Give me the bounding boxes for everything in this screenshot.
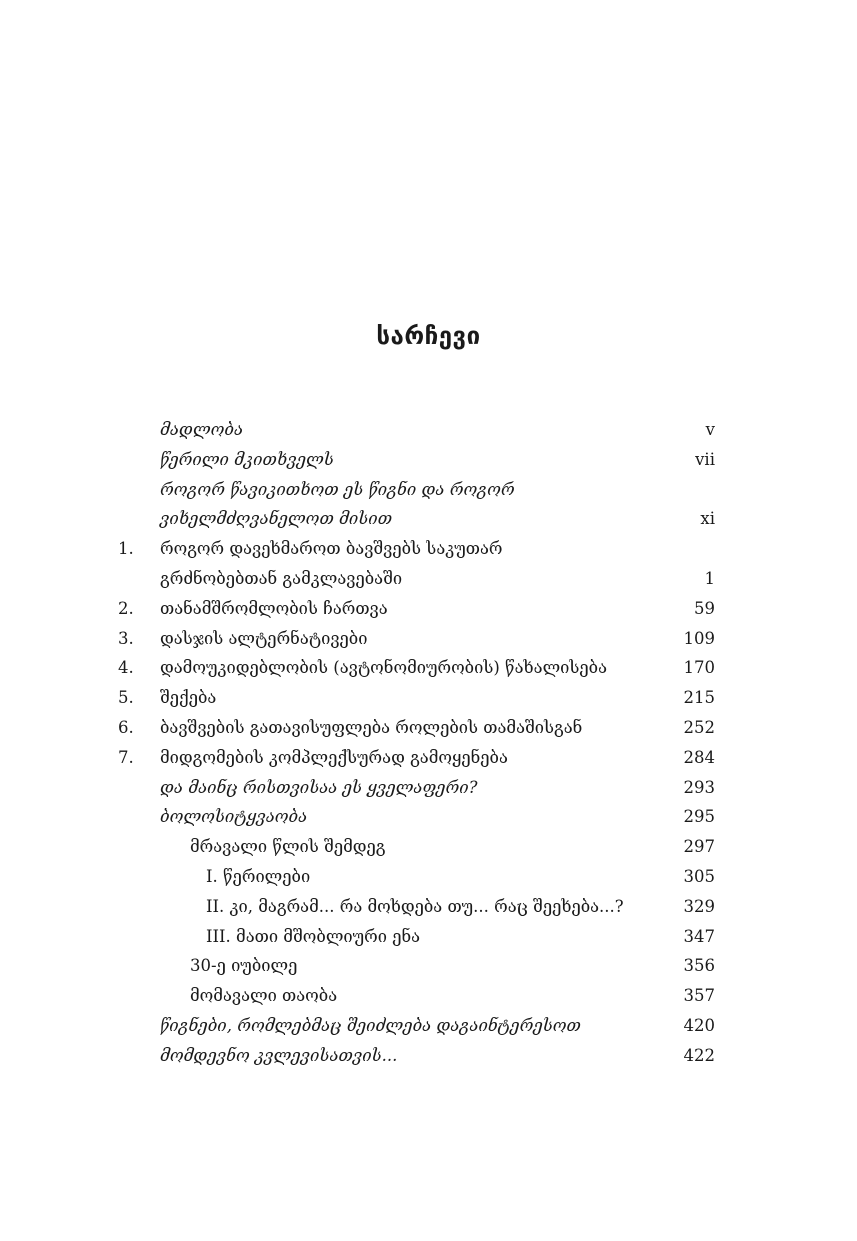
table-of-contents [0,415,857,1071]
toc-entry-title: მადლობა [160,420,244,439]
toc-entry [0,534,857,564]
toc-entry [0,594,857,624]
toc-entry-title: დამოუკიდებლობის (ავტონომიურობის) წახალისება [160,658,608,678]
toc-entry-page: 357 [683,986,715,1006]
toc-entry-title: I. წერილები [206,866,311,886]
toc-entry-page: 170 [683,658,715,678]
toc-entry [0,862,857,892]
toc-entry-title: 30-ე იუბილე [190,956,298,976]
toc-entry-title: მომდევნო კვლევისათვის... [160,1045,398,1065]
toc-entry-page: 252 [683,717,715,737]
toc-entry [0,475,857,505]
toc-entry-number: 6. [118,717,134,737]
toc-entry [0,832,857,862]
toc-entry-title: ბავშვების გათავისუფლება როლების თამაშისგან [160,717,583,737]
toc-entry-page: 347 [683,926,715,946]
toc-entry [0,1041,857,1071]
toc-entry-number: 5. [118,688,134,708]
toc-entry-page: vii [695,449,715,469]
toc-entry-number: 7. [118,747,134,767]
toc-entry [0,1011,857,1041]
toc-entry [0,445,857,475]
toc-entry-title: შექება [160,688,217,708]
toc-entry-title: ბოლოსიტყვაობა [160,807,308,827]
toc-entry [0,743,857,773]
toc-entry [0,892,857,922]
toc-entry-page: 329 [683,896,715,916]
toc-entry-number: 1. [118,539,134,559]
toc-entry-page: xi [700,509,715,529]
toc-entry-title: თანამშრომლობის ჩართვა [160,598,388,618]
toc-entry [0,653,857,683]
toc-entry-page: 420 [683,1015,715,1035]
toc-entry-page: 1 [704,568,715,588]
toc-entry [0,802,857,832]
toc-entry-number: 3. [118,628,134,648]
toc-entry-title: წიგნები, რომლებმაც შეიძლება დაგაინტერესოთ [160,1015,581,1035]
toc-entry-title: როგორ წავიკითხოთ ეს წიგნი და როგორ [160,479,515,499]
toc-entry-page: 284 [683,747,715,767]
toc-entry-title: წერილი მკითხველს [160,449,334,469]
toc-entry-title: დასჯის ალტერნატივები [160,628,368,648]
toc-entry-title: გრძნობებთან გამკლავებაში [160,568,403,588]
toc-entry [0,951,857,981]
toc-entry-title: როგორ დავეხმაროთ ბავშვებს საკუთარ [160,539,503,559]
toc-entry-number: 4. [118,658,134,678]
toc-entry-page: 422 [683,1045,715,1065]
toc-entry-page: 295 [683,807,715,827]
toc-entry-title: III. მათი მშობლიური ენა [206,926,421,946]
toc-entry [0,922,857,952]
toc-entry-title: ვიხელმძღვანელოთ მისით [160,509,393,529]
toc-entry [0,683,857,713]
toc-entry [0,504,857,534]
toc-entry-title: მრავალი წლის შემდეგ [190,837,386,857]
toc-entry [0,564,857,594]
toc-entry-title: მომავალი თაობა [190,986,338,1006]
toc-entry [0,773,857,803]
toc-entry-title: და მაინც რისთვისაა ეს ყველაფერი? [160,777,478,797]
toc-entry-page: 215 [683,688,715,708]
toc-entry [0,415,857,445]
toc-entry-title: II. კი, მაგრამ... რა მოხდება თუ... რაც შეეხება...? [206,896,624,916]
toc-entry-page: 356 [683,956,715,976]
toc-entry-page: v [705,420,715,439]
toc-entry-page: 305 [683,866,715,886]
toc-entry-page: 297 [683,837,715,857]
toc-entry [0,981,857,1011]
toc-entry-page: 293 [683,777,715,797]
toc-entry-number: 2. [118,598,134,618]
toc-entry-page: 59 [694,598,715,618]
toc-entry-page: 109 [683,628,715,648]
toc-entry [0,624,857,654]
toc-entry [0,713,857,743]
toc-entry-title: მიდგომების კომპლექსურად გამოყენება [160,747,508,767]
page-title: სარჩევი [376,322,481,350]
